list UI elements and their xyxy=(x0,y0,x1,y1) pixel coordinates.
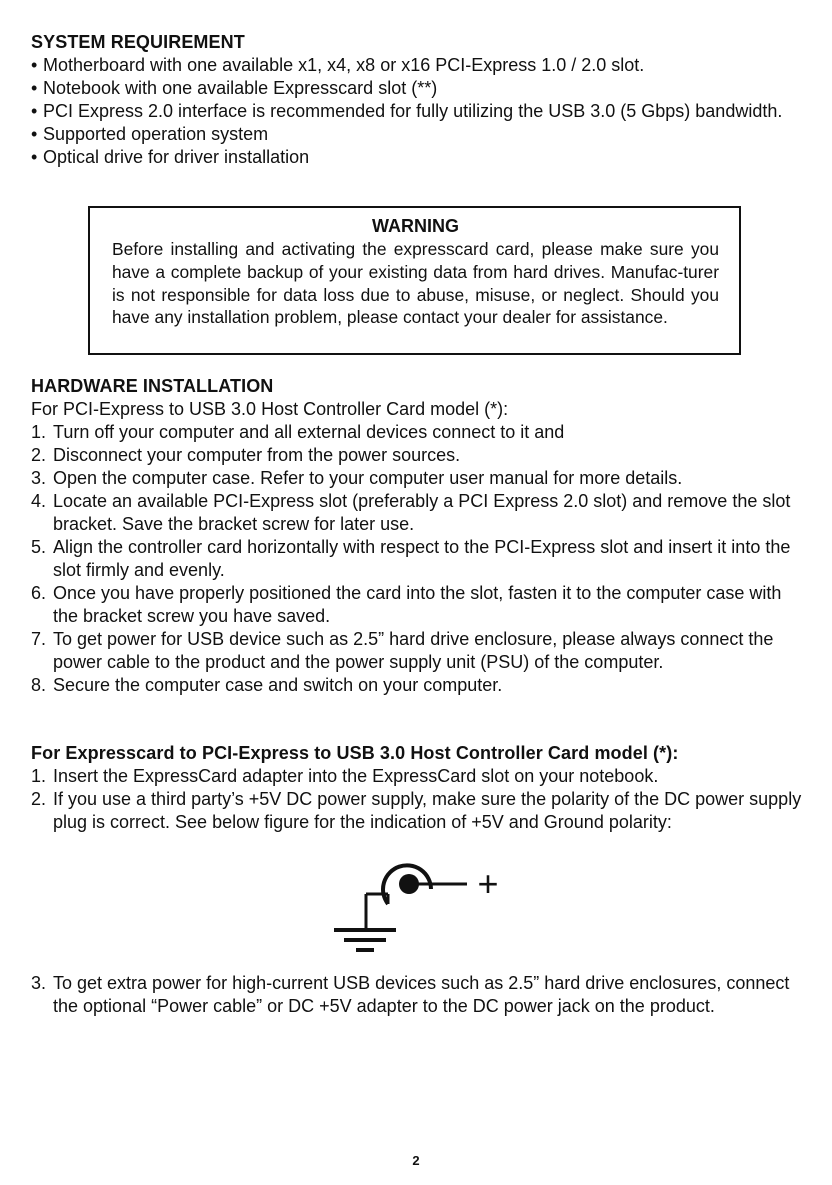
list-item: 4. Locate an available PCI-Express slot (preferably a PCI Express 2.0 slot) and remove the slot bracket. Save the bracket screw for later use. xyxy=(31,491,791,534)
plus-sign: + xyxy=(477,863,499,904)
expresscard-section xyxy=(31,742,811,834)
bullet-icon: • xyxy=(31,147,38,167)
warning-box xyxy=(88,206,741,355)
system-requirement-heading: SYSTEM REQUIREMENT xyxy=(31,32,245,52)
list-item: 1. Turn off your computer and all external devices connect to it and xyxy=(31,422,565,442)
bullet-icon: • xyxy=(31,78,38,98)
list-item: 1. Insert the ExpressCard adapter into the ExpressCard slot on your notebook. xyxy=(31,766,659,786)
hardware-installation-heading: HARDWARE INSTALLATION xyxy=(31,376,274,396)
system-requirement-section xyxy=(31,31,811,169)
list-item: • Optical drive for driver installation xyxy=(31,147,310,167)
page-number: 2 xyxy=(412,1153,420,1168)
list-item: 8. Secure the computer case and switch on your computer. xyxy=(31,675,503,695)
warning-body: Before installing and activating the expresscard card, please make sure you have a complete backup of your existing data from hard drives. Manufac-turer is not responsible for data loss due to abuse, misuse, or neglect. Should you have any installation problem, please contact your dealer for assistance. xyxy=(112,239,719,328)
expresscard-heading: For Expresscard to PCI-Express to USB 3.0 Host Controller Card model (*): xyxy=(31,743,679,763)
expresscard-steps-list-continued xyxy=(31,972,811,1018)
expresscard-steps-continued xyxy=(31,972,811,1018)
list-item: 7. To get power for USB device such as 2.5” hard drive enclosure, please always connect the power cable to the product and the power supply unit (PSU) of the computer. xyxy=(31,629,774,672)
system-requirement-list xyxy=(31,54,811,169)
list-item: • PCI Express 2.0 interface is recommended for fully utilizing the USB 3.0 (5 Gbps) bandwidth. xyxy=(31,101,783,121)
polarity-diagram xyxy=(330,852,510,958)
dc-plug-polarity-icon xyxy=(330,852,510,958)
list-item: • Notebook with one available Expresscard slot (**) xyxy=(31,78,438,98)
list-item: 2. If you use a third party’s +5V DC power supply, make sure the polarity of the DC power supply plug is correct. See below figure for the indication of +5V and Ground polarity: xyxy=(31,789,802,832)
list-item: 6. Once you have properly positioned the card into the slot, fasten it to the computer case with the bracket screw you have saved. xyxy=(31,583,782,626)
list-item: 3. Open the computer case. Refer to your computer user manual for more details. xyxy=(31,468,683,488)
list-item: 3. To get extra power for high-current USB devices such as 2.5” hard drive enclosures, connect the optional “Power cable” or DC +5V adapter to the DC power jack on the product. xyxy=(31,973,790,1016)
hardware-installation-section xyxy=(31,375,811,697)
hardware-steps-list xyxy=(31,421,811,697)
bullet-icon: • xyxy=(31,101,38,121)
bullet-icon: • xyxy=(31,124,38,144)
list-item: 2. Disconnect your computer from the power sources. xyxy=(31,445,461,465)
list-item: • Motherboard with one available x1, x4, x8 or x16 PCI-Express 1.0 / 2.0 slot. xyxy=(31,55,645,75)
hardware-intro: For PCI-Express to USB 3.0 Host Controller Card model (*): xyxy=(31,399,509,419)
list-item: 5. Align the controller card horizontally with respect to the PCI-Express slot and insert it into the slot firmly and evenly. xyxy=(31,537,791,580)
list-item: • Supported operation system xyxy=(31,124,269,144)
expresscard-steps-list xyxy=(31,765,811,834)
warning-title: WARNING xyxy=(372,216,459,236)
bullet-icon: • xyxy=(31,55,38,75)
